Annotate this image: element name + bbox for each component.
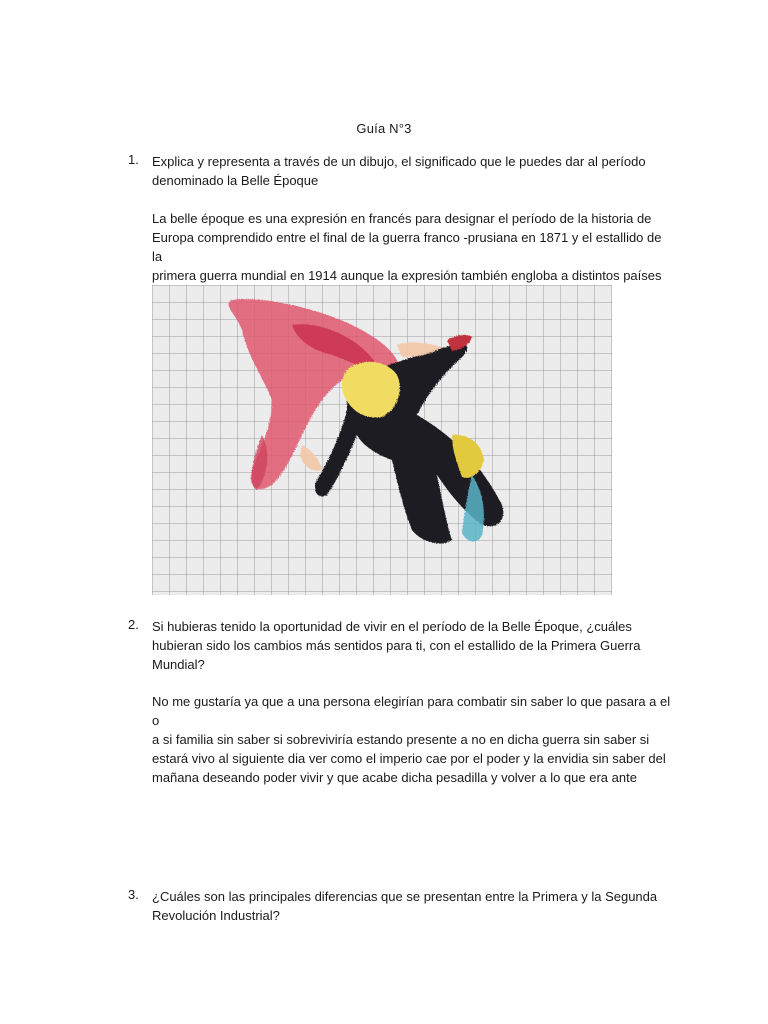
question-2-answer-line: a si familia sin saber si sobreviviría estando presente a no en dicha guerra sin saber si (152, 732, 650, 747)
question-2-answer-line: estará vivo al siguiente dia ver como el imperio cae por el poder y la envidia sin saber del (152, 751, 666, 766)
question-1-prompt (152, 152, 672, 190)
question-1-answer-line: primera guerra mundial en 1914 aunque la expresión también engloba a distintos países (152, 268, 662, 283)
question-3-prompt (152, 887, 672, 925)
question-1-answer-line: La belle époque es una expresión en francés para designar el período de la historia de (152, 211, 652, 226)
question-3-prompt-line: Revolución Industrial? (152, 908, 280, 923)
question-2-answer-line: mañana deseando poder vivir y que acabe dicha pesadilla y volver a lo que era ante (152, 770, 637, 785)
question-2-prompt-line: Mundial? (152, 657, 205, 672)
question-1-prompt-line: denominado la Belle Époque (152, 173, 319, 188)
dancing-figures-illustration (152, 285, 612, 595)
question-1-prompt-line: Explica y representa a través de un dibujo, el significado que le puedes dar al período (152, 154, 646, 169)
question-2-answer-line: No me gustaría ya que a una persona elegirían para combatir sin saber lo que pasara a el o (152, 694, 671, 728)
belle-epoque-drawing (152, 285, 612, 595)
question-1-answer-line: Europa comprendido entre el final de la guerra franco -prusiana en 1871 y el estallido de la (152, 230, 662, 264)
question-1-number: 1. (128, 152, 139, 167)
question-3-number: 3. (128, 887, 139, 902)
question-3-prompt-line: ¿Cuáles son las principales diferencias que se presentan entre la Primera y la Segunda (152, 889, 658, 904)
question-2-prompt (152, 617, 672, 674)
question-2-number: 2. (128, 617, 139, 632)
question-2-answer (152, 692, 672, 787)
document-title: Guía N°3 (356, 121, 412, 136)
question-2-prompt-line: hubieran sido los cambios más sentidos para ti, con el estallido de la Primera Guerra (152, 638, 641, 653)
question-2-prompt-line: Si hubieras tenido la oportunidad de vivir en el período de la Belle Époque, ¿cuáles (152, 619, 632, 634)
